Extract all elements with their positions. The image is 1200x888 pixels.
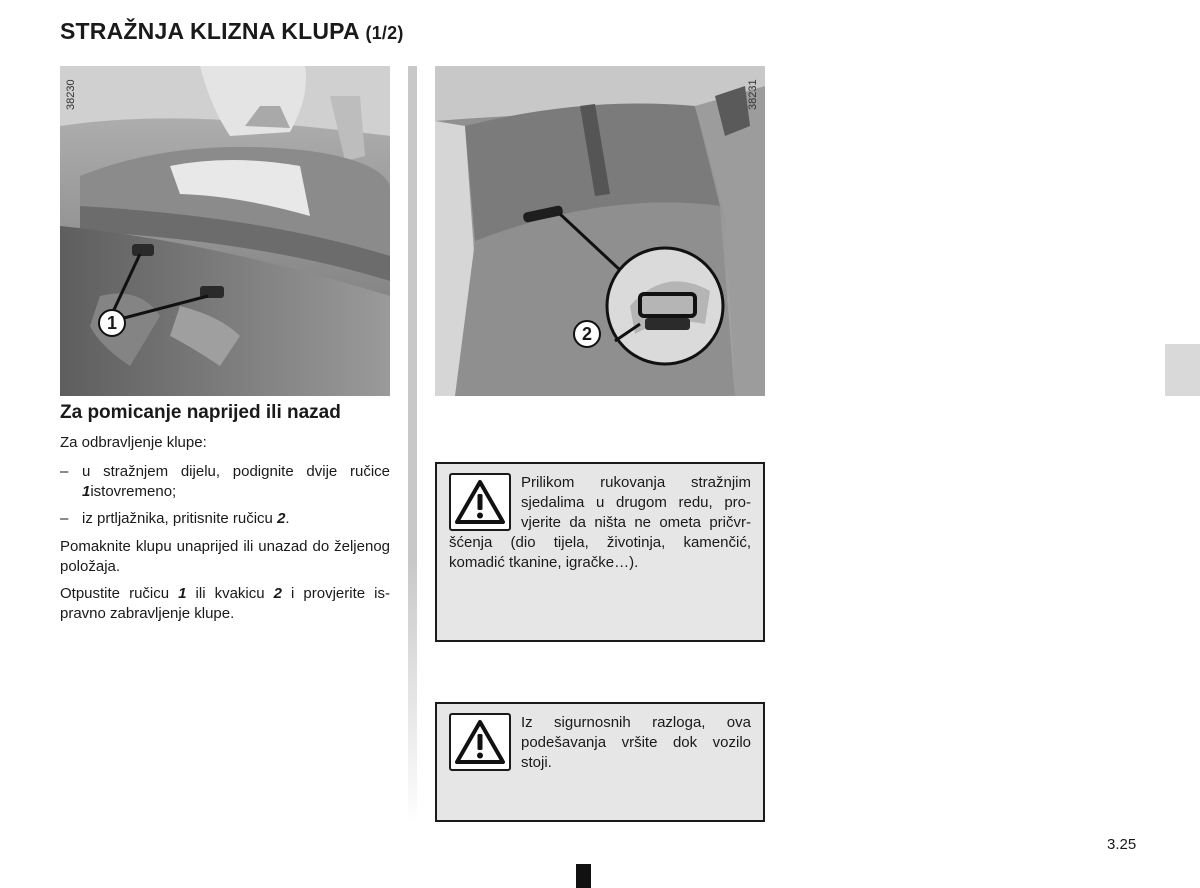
warning-box bbox=[435, 702, 765, 822]
list-item bbox=[60, 462, 390, 502]
photo-id: 38231 bbox=[747, 79, 759, 110]
bullet-text: u stražnjem dijelu, podignite dvije ručice 1istovremeno; bbox=[82, 463, 390, 500]
handle-1a bbox=[132, 244, 154, 256]
warning-box bbox=[435, 462, 765, 642]
rear-seat-illustration bbox=[60, 66, 390, 396]
warning-triangle-icon bbox=[449, 473, 511, 531]
page-part: (1/2) bbox=[365, 23, 404, 43]
page-title-text: STRAŽNJA KLIZNA KLUPA bbox=[60, 18, 359, 44]
column-divider bbox=[408, 66, 417, 826]
list-item bbox=[60, 509, 390, 529]
print-mark bbox=[576, 864, 591, 888]
callout-2: 2 bbox=[573, 320, 601, 348]
boot-handle-photo bbox=[435, 66, 765, 396]
warning-text: Prilikom rukovanja stražnjim sjedalima u drugom redu, provjerite da ništa ne ometa pričvršćenja (dio tijela, životinja, kamenčić, komadić tkanine, igračke…). bbox=[449, 474, 751, 571]
boot-illustration bbox=[435, 66, 765, 396]
bullet-text: iz prtljažnika, pritisnite ručicu 2. bbox=[82, 510, 290, 527]
page-title bbox=[60, 18, 404, 45]
section-heading: Za pomicanje naprijed ili nazad bbox=[60, 402, 341, 423]
rear-seat-photo bbox=[60, 66, 390, 396]
photo-id: 38230 bbox=[65, 79, 77, 110]
chapter-tab bbox=[1165, 344, 1200, 396]
warning-triangle-icon bbox=[449, 713, 511, 771]
bullet-dash: – bbox=[60, 510, 69, 527]
intro-text: Za odbravljenje klupe: bbox=[60, 434, 207, 451]
warning-text: Iz sigurnosnih razloga, ova podešavanja vršite dok vozilo stoji. bbox=[521, 714, 751, 771]
bullet-dash: – bbox=[60, 463, 69, 480]
paragraph: Otpustite ručicu 1 ili kvakicu 2 i provjerite ispravno zabravljenje klupe. bbox=[60, 585, 390, 622]
page-number: 3.25 bbox=[1107, 836, 1137, 853]
callout-1: 1 bbox=[98, 309, 126, 337]
paragraph: Pomaknite klupu unaprijed ili unazad do željenog položaja. bbox=[60, 538, 390, 575]
